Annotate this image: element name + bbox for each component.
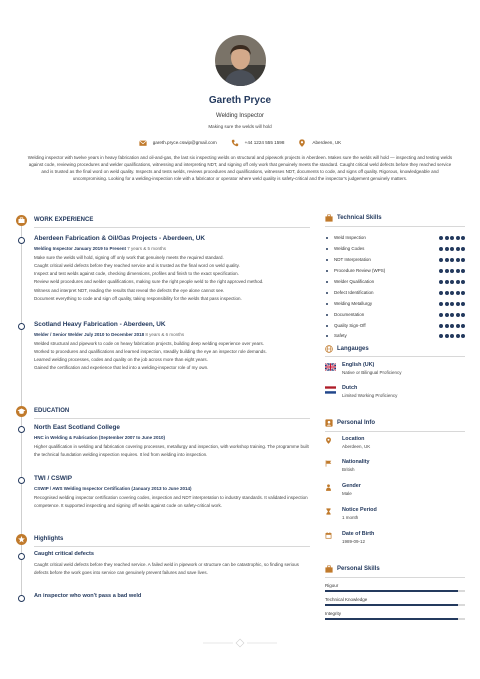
skill-item: Welding Metallurgy bbox=[325, 298, 465, 309]
company-name: Aberdeen Fabrication & Oil/Gas Projects - Aberdeen, UK bbox=[34, 235, 205, 242]
person-icon bbox=[325, 484, 332, 491]
skill-dot bbox=[445, 269, 449, 273]
skill-dot bbox=[456, 269, 460, 273]
section-divider bbox=[34, 418, 310, 419]
skill-dot bbox=[456, 313, 460, 317]
skill-dot bbox=[445, 258, 449, 262]
map-pin-icon bbox=[325, 437, 332, 444]
skill-dot bbox=[461, 269, 465, 273]
technical-skills-list bbox=[325, 233, 465, 342]
skill-dot bbox=[461, 313, 465, 317]
experience-entry-2 bbox=[34, 321, 310, 373]
skill-level-dots bbox=[439, 334, 465, 338]
skill-dot bbox=[461, 247, 465, 251]
duration: 8 years & 6 months bbox=[145, 331, 185, 337]
bullet: Review weld procedures and welder qualifications, making sure the right people weld to the right approved method. bbox=[34, 279, 264, 285]
languages-heading: Langauges bbox=[337, 346, 369, 352]
skill-item: Welder Qualification bbox=[325, 277, 465, 288]
skill-dot bbox=[439, 247, 443, 251]
skill-item: Quality Sign-Off bbox=[325, 320, 465, 331]
timeline-dot bbox=[18, 477, 25, 484]
footer-ornament bbox=[203, 638, 277, 648]
language-name: Dutch bbox=[342, 385, 358, 391]
skill-dot bbox=[439, 334, 443, 338]
education-entry-1 bbox=[34, 424, 310, 459]
role-dates: Welding Inspector January 2019 to Present 7 years & 5 months bbox=[34, 245, 166, 251]
education-description: Higher qualification in welding and fabrication covering processes, metallurgy and inspection, with workshop training. The programme built the technical foundation welding inspection requires. It led from welding into inspection. bbox=[34, 444, 309, 458]
envelope-icon bbox=[139, 139, 147, 147]
bullet: Gained the certification and experience that led into a welding-inspector role of my own. bbox=[34, 365, 209, 371]
skill-dot bbox=[450, 247, 454, 251]
bar-fill bbox=[325, 618, 458, 620]
degree-dates: HNC in Welding & Fabrication (September 2007 to June 2010) bbox=[34, 434, 165, 440]
timeline-dot bbox=[18, 323, 25, 330]
skill-item: Defect Identification bbox=[325, 287, 465, 298]
bullet: Witness and interpret NDT, reading the results that reveal the defects the eye alone cannot see. bbox=[34, 287, 225, 293]
skill-dot bbox=[450, 291, 454, 295]
skill-dot bbox=[439, 302, 443, 306]
skill-dot bbox=[445, 334, 449, 338]
phone-icon bbox=[231, 139, 239, 147]
skill-level-dots bbox=[439, 269, 465, 273]
flag-icon bbox=[325, 460, 332, 467]
skill-dot bbox=[461, 302, 465, 306]
skill-dot bbox=[439, 324, 443, 328]
skill-dot bbox=[439, 280, 443, 284]
skill-level-dots bbox=[439, 313, 465, 317]
info-item: Date of Birth 1989-09-12 bbox=[325, 531, 465, 545]
skill-dot bbox=[439, 269, 443, 273]
avatar bbox=[215, 35, 266, 86]
nl-flag-icon bbox=[325, 386, 336, 394]
skill-dot bbox=[456, 258, 460, 262]
info-item: Gender Male bbox=[325, 483, 465, 497]
degree-dates: CSWIP / AWS Welding Inspector Certification (January 2013 to June 2014) bbox=[34, 485, 192, 491]
skill-level-dots bbox=[439, 324, 465, 328]
personal-skill-label: Rigour bbox=[325, 583, 339, 588]
bullet: Welded structural and pipework to code on heavy fabrication projects, building deep welding experience over years. bbox=[34, 341, 265, 347]
timeline-dot bbox=[18, 595, 25, 602]
calendar-icon bbox=[325, 532, 332, 539]
skill-level-dots bbox=[439, 247, 465, 251]
work-experience-heading: WORK EXPERIENCE bbox=[34, 217, 94, 223]
map-pin-icon bbox=[298, 139, 306, 147]
info-item: Nationality British bbox=[325, 459, 465, 473]
section-divider bbox=[34, 546, 310, 547]
skill-dot bbox=[450, 236, 454, 240]
skill-dot bbox=[439, 291, 443, 295]
skill-dot bbox=[445, 236, 449, 240]
info-item: Notice Period 1 month bbox=[325, 507, 465, 521]
candidate-name: Gareth Pryce bbox=[208, 95, 272, 106]
experience-bullets bbox=[34, 340, 310, 372]
skill-dot bbox=[450, 302, 454, 306]
skill-item: NDT Interpretation bbox=[325, 255, 465, 266]
highlights-heading: Highlights bbox=[34, 536, 64, 542]
skill-dot bbox=[461, 280, 465, 284]
email-text: gareth.pryce.cswip@gmail.com bbox=[152, 139, 217, 145]
skill-dot bbox=[439, 313, 443, 317]
bar-fill bbox=[325, 590, 458, 592]
skill-dot bbox=[456, 334, 460, 338]
skill-dot bbox=[445, 302, 449, 306]
bullet: Learned welding processes, codes and quality on the job across more than eight years. bbox=[34, 357, 208, 363]
highlight-title: An inspector who won't pass a bad weld bbox=[34, 593, 142, 599]
skill-item: Procedure Review (WPS) bbox=[325, 266, 465, 277]
experience-bullets bbox=[34, 254, 310, 303]
skill-dot bbox=[456, 236, 460, 240]
skill-dot bbox=[445, 324, 449, 328]
school-name: North East Scotland College bbox=[34, 424, 120, 431]
briefcase-icon bbox=[16, 215, 27, 226]
hourglass-icon bbox=[325, 508, 332, 515]
skill-dot bbox=[461, 258, 465, 262]
technical-skills-heading: Technical Skills bbox=[337, 215, 382, 221]
school-name: TWI / CSWIP bbox=[34, 475, 72, 482]
skill-dot bbox=[450, 280, 454, 284]
skill-dot bbox=[445, 291, 449, 295]
highlight-title: Caught critical defects bbox=[34, 551, 94, 557]
highlight-entry-2 bbox=[34, 593, 310, 601]
language-level: Native or Bilingual Proficiency bbox=[342, 370, 402, 376]
skill-dot bbox=[445, 280, 449, 284]
skill-dot bbox=[450, 334, 454, 338]
language-level: Limited Working Proficiency bbox=[342, 393, 398, 399]
skill-dot bbox=[456, 247, 460, 251]
bullet: Worked to procedures and qualifications and learned inspection, steadily building the eye an inspector role demands. bbox=[34, 349, 267, 355]
timeline-dot bbox=[18, 237, 25, 244]
job-title: Welding Inspector bbox=[216, 113, 264, 119]
profile-summary: Welding inspector with twelve years in heavy fabrication and oil-and-gas, the last six inspecting welds on structural and pipework projects in Aberdeen. Makes sure the welds will hold — inspecting and testing welds against code, reviewing procedures and welder qualifications, witnessing and interpreting NDT, and signing off only work that genuinely meets the standard. Caught critical weld defects before they reached service and is trusted as the final word on weld quality. Inspects and tests welds, reviews procedures and qualifications, witnesses NDT, documents to code, and signs off quality. Rigorous, knowledgeable and uncompromising. Looking for a welding-inspection role with a fabricator or operator where weld quality is safety-critical and the inspector's judgement genuinely matters. bbox=[27, 155, 453, 181]
personal-skill-bar bbox=[325, 604, 465, 606]
skill-dot bbox=[439, 258, 443, 262]
skill-item: Weld Inspection bbox=[325, 233, 465, 244]
skill-dot bbox=[456, 291, 460, 295]
section-divider bbox=[325, 431, 465, 432]
skill-dot bbox=[445, 313, 449, 317]
personal-skills-heading: Personal Skills bbox=[337, 566, 380, 572]
skill-item: Documentation bbox=[325, 309, 465, 320]
toolbox-icon bbox=[325, 214, 333, 222]
contact-phone[interactable] bbox=[231, 139, 285, 147]
duration: 7 years & 5 months bbox=[127, 245, 166, 251]
skill-item: Safety bbox=[325, 331, 465, 342]
skill-level-dots bbox=[439, 291, 465, 295]
bullet: Inspect and test welds against code, checking dimensions, profiles and finish to the exact specification. bbox=[34, 271, 239, 277]
highlight-entry-1 bbox=[34, 551, 310, 577]
skill-dot bbox=[461, 324, 465, 328]
skill-dot bbox=[456, 280, 460, 284]
section-divider bbox=[325, 356, 465, 357]
uk-flag-icon bbox=[325, 363, 336, 371]
skill-level-dots bbox=[439, 280, 465, 284]
personal-skill-bar bbox=[325, 590, 465, 592]
skill-dot bbox=[450, 324, 454, 328]
language-item bbox=[325, 362, 465, 376]
timeline-dot bbox=[18, 426, 25, 433]
skill-dot bbox=[445, 247, 449, 251]
globe-icon bbox=[325, 345, 333, 353]
info-item: Location Aberdeen, UK bbox=[325, 436, 465, 450]
bar-fill bbox=[325, 604, 458, 606]
skill-dot bbox=[461, 291, 465, 295]
personal-skill-bar bbox=[325, 618, 465, 620]
bullet: Caught critical weld defects before they reached service and is trusted as the final word on weld quality. bbox=[34, 263, 240, 269]
phone-text: +44 1224 555 1598 bbox=[244, 139, 285, 145]
highlight-description: Caught critical weld defects before they reached service. A failed weld in pipework or structure can be catastrophic, so finding serious defects before the work goes into service can genuinely prevent failures and save lives. bbox=[34, 562, 299, 576]
education-entry-2 bbox=[34, 475, 310, 510]
bullet: Document everything to code and sign off quality, taking responsibility for the welds that pass inspection. bbox=[34, 295, 242, 301]
personal-skill-label: Integrity bbox=[325, 611, 342, 616]
contact-bar bbox=[0, 139, 480, 147]
education-description: Recognised welding inspector certification covering codes, inspection and NDT interpretation to industry standards. It validated inspection competence. It supported inspecting and signing off welds against code on safety-critical work. bbox=[34, 495, 308, 509]
id-card-icon bbox=[325, 419, 333, 427]
skill-dot bbox=[450, 258, 454, 262]
skill-dot bbox=[439, 236, 443, 240]
contact-email[interactable] bbox=[139, 139, 217, 147]
skill-item: Welding Codes bbox=[325, 244, 465, 255]
section-divider bbox=[34, 227, 310, 228]
skill-dot bbox=[456, 324, 460, 328]
timeline-dot bbox=[18, 553, 25, 560]
personal-skill-label: Technical Knowledge bbox=[325, 597, 368, 602]
skill-dot bbox=[461, 236, 465, 240]
language-name: English (UK) bbox=[342, 362, 375, 368]
skill-dot bbox=[450, 313, 454, 317]
skill-dot bbox=[456, 302, 460, 306]
language-item bbox=[325, 385, 465, 399]
company-name: Scotland Heavy Fabrication - Aberdeen, UK bbox=[34, 321, 166, 328]
bullet: Make sure the welds will hold, signing off only work that genuinely meets the required standard. bbox=[34, 255, 224, 261]
skill-level-dots bbox=[439, 236, 465, 240]
section-divider bbox=[325, 226, 465, 227]
tagline: Making sure the welds will hold bbox=[208, 124, 272, 129]
skill-dot bbox=[461, 334, 465, 338]
skill-level-dots bbox=[439, 302, 465, 306]
skill-level-dots bbox=[439, 258, 465, 262]
role-dates: Welder / Senior Welder July 2010 to December 2018 8 years & 6 months bbox=[34, 331, 185, 337]
contact-location bbox=[298, 139, 341, 147]
skill-dot bbox=[450, 269, 454, 273]
star-icon bbox=[16, 534, 27, 545]
toolbox-icon bbox=[325, 565, 333, 573]
location-text: Aberdeen, UK bbox=[312, 139, 342, 145]
experience-entry-1 bbox=[34, 235, 310, 303]
personal-info-heading: Personal Info bbox=[337, 420, 376, 426]
education-heading: EDUCATION bbox=[34, 408, 70, 414]
graduation-cap-icon bbox=[16, 406, 27, 417]
section-divider bbox=[325, 577, 465, 578]
